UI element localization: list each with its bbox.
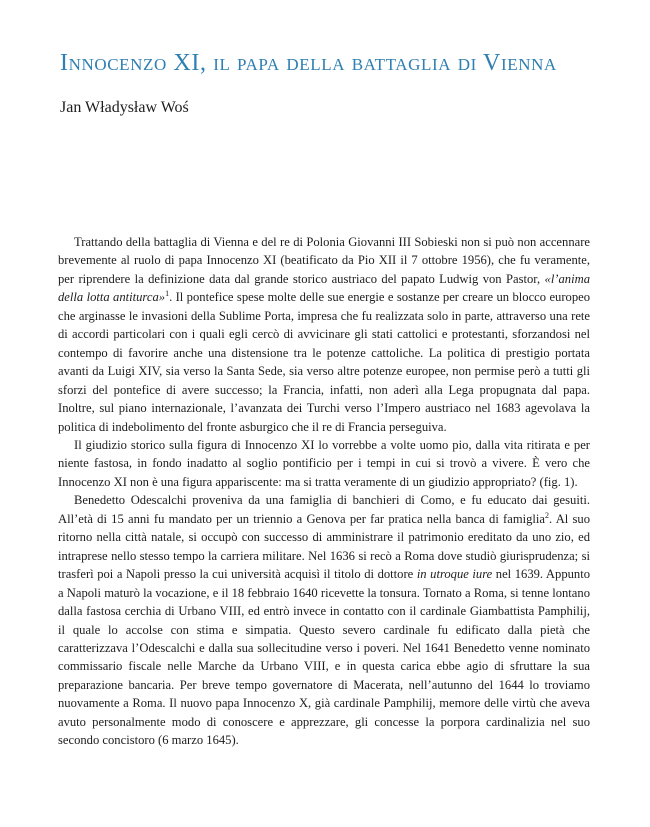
paragraph-3 [58,491,590,749]
paragraph-1-text-a: Trattando della battaglia di Vienna e del re di Polonia Giovanni III Sobieski non si può non accennare brevemente al ruolo di papa Innocenzo XI (beatificato da Pio XII il 7 ottobre 1956), che fu veramente, per riprendere la definizione data dal grande storico austriaco del papato Ludwig von Pastor, [58,235,590,286]
footnote-ref-2: 2 [545,510,550,520]
paragraph-3-text-b: . Al suo ritorno nella città natale, si occupò con successo di amministrare il patrimonio ereditato da uno zio, ed intraprese nello stesso tempo la carriera militare. Nel 1636 si recò a Roma dove studiò giurisprudenza; si trasferì poi a Napoli presso la cui università acquisì il titolo di dottore [58,511,590,582]
paragraph-2: Il giudizio storico sulla figura di Innocenzo XI lo vorrebbe a volte uomo pio, dalla vita ritirata e per niente fastosa, in fondo inadatto al soglio pontificio per i tempi in cui si trovò a vivere. È vero che Innocenzo XI non è una figura appariscente: ma si tratta veramente di un giudizio appropriato? (fig. 1). [58,437,590,489]
latin-phrase: in utroque iure [416,567,493,582]
paragraph-3-text-a: Benedetto Odescalchi proveniva da una famiglia di banchieri di Como, e fu educato dai gesuiti. All’età di 15 anni fu mandato per un triennio a Genova per far pratica nella banca di famiglia [58,493,590,526]
pastor-quote: «l’anima della lotta antiturca» [58,271,590,305]
paragraph-1-text-b: . Il pontefice spese molte delle sue energie e sostanze per creare un blocco europeo che arginasse le invasioni della Sublime Porta, impresa che fu realizzata solo in parte, attraverso una rete di accordi particolari con i quali egli cercò di avvicinare gli stati cattolici e protestanti, sforzandosi nel contempo di favorire anche una distensione tra le potenze cattoliche. La politica di prestigio portata avanti da Luigi XIV, sia verso la Santa Sede, sia verso altre potenze europee, non permise però a tutti gli sforzi del pontefice di avere successo; la Francia, infatti, non aderì alla Lega propugnata dal papa. Inoltre, sul piano internazionale, l’avanzata dei Turchi verso l’Impero austriaco nel 1683 agevolava la politica di indebolimento del fronte asburgico che il re di Francia perseguiva. [58,290,591,434]
paragraph-1 [58,233,590,436]
article-title: Innocenzo XI, il papa della battaglia di Vienna [60,50,557,76]
article-author: Jan Władysław Woś [60,99,189,116]
paragraph-3-text-c: nel 1639. Appunto a Napoli maturò la vocazione, e il 18 febbraio 1640 ricevette la tonsura. Tornato a Roma, si tenne lontano dalla fastosa cerchia di Urbano VIII, ed entrò invece in contatto con il cardinale Giambattista Pamphilij, il quale lo accolse con stima e simpatia. Questo severo cardinale fu edificato dalla pietà che caratterizzava l’Odescalchi e dalla sua sollecitudine verso i poveri. Nel 1641 Benedetto venne nominato commissario fiscale nelle Marche da Urbano VIII, e in questa carica ebbe agio di sfruttare la sua preparazione bancaria. Per breve tempo governatore di Macerata, nell’autunno del 1644 lo troviamo nuovamente a Roma. Il nuovo papa Innocenzo X, già cardinale Pamphilij, memore delle virtù che aveva avuto personalmente modo di conoscere e apprezzare, gli concesse la porpora cardinalizia nel suo secondo concistoro (6 marzo 1645). [58,567,591,748]
article-body [58,233,590,750]
footnote-ref-1: 1 [165,289,170,299]
